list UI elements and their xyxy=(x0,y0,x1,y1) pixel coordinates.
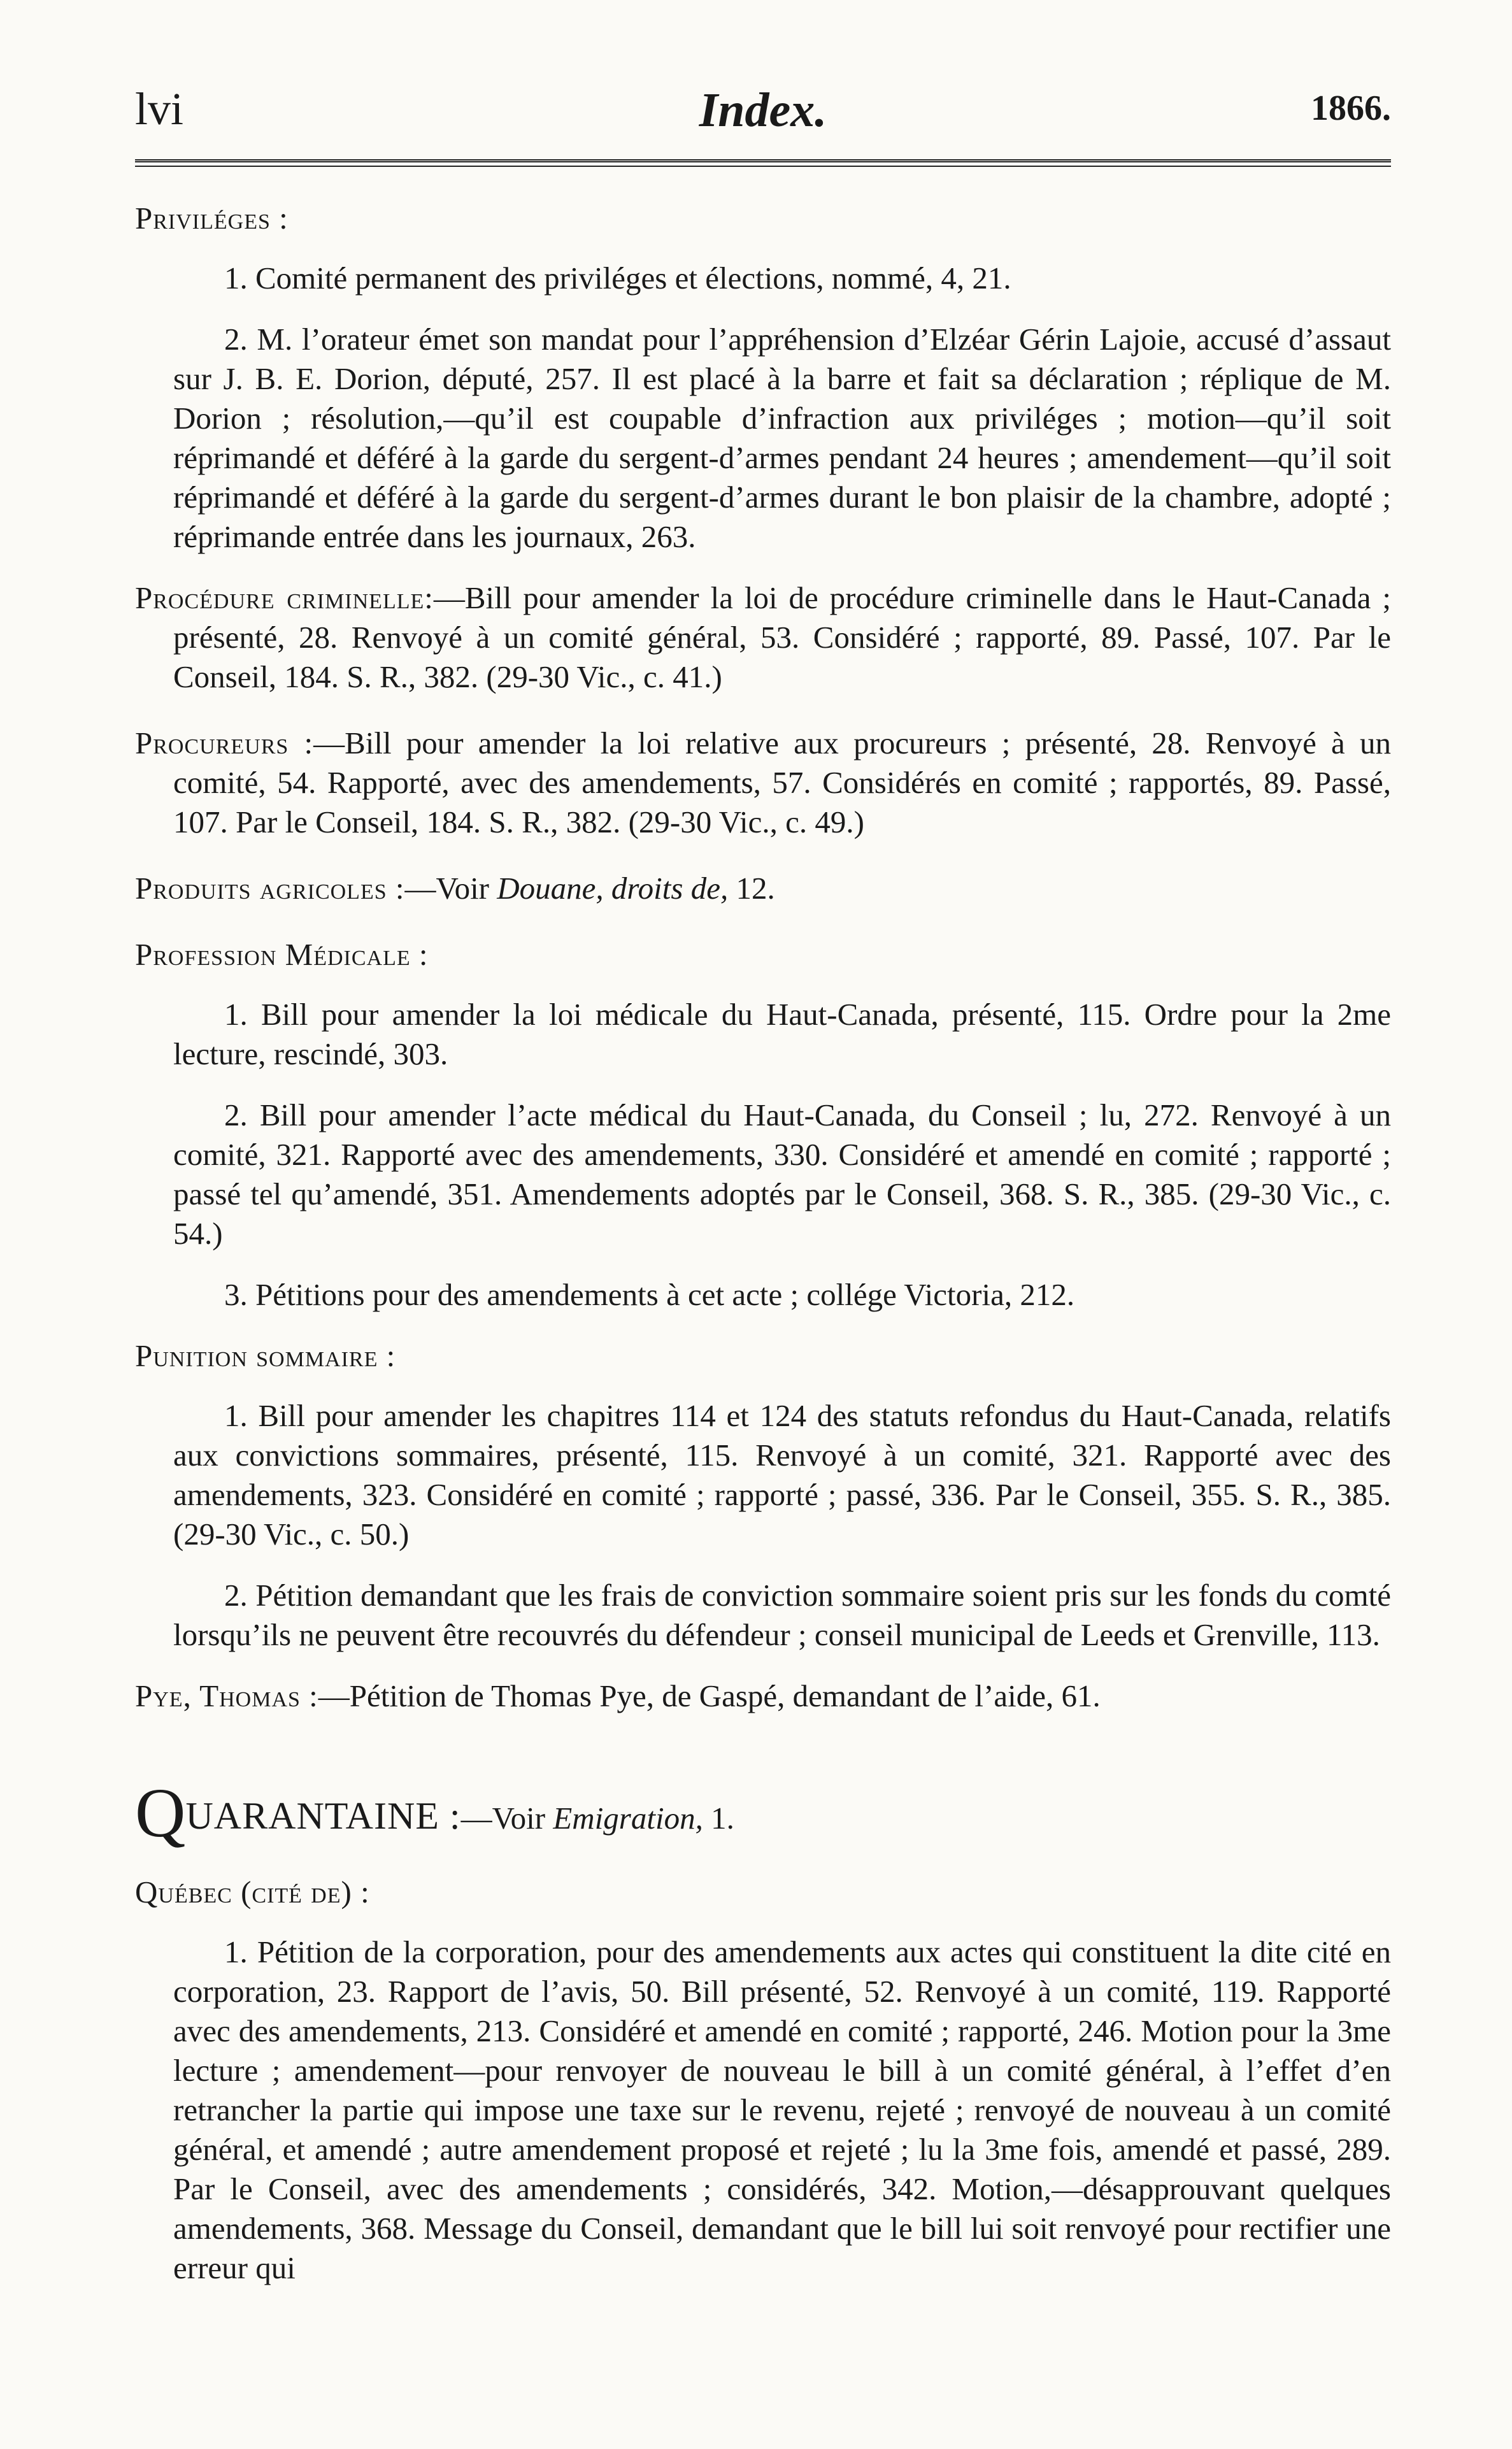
entry-text: —Bill pour amender la loi de procédure criminelle dans le Haut-Canada ; présenté, 28. Renvoyé à un comité général, 53. Considéré ; rapporté, 89. Passé, 107. Par le Conseil, 184. S. R., 382. (29-30 Vic., c. 41.) xyxy=(173,580,1391,694)
cross-reference: Douane, droits de, xyxy=(497,871,729,906)
heading-quebec: Québec (cité de) : xyxy=(135,1874,370,1910)
heading-privileges: Priviléges : xyxy=(135,201,289,236)
entry-label: Pye, Thomas : xyxy=(135,1678,318,1713)
profession-item-3: 3. Pétitions pour des amendements à cet acte ; collége Victoria, 212. xyxy=(224,1277,1075,1312)
header-year: 1866. xyxy=(1311,89,1391,128)
entry-quarantaine: QUARANTAINE :—Voir Emigration, 1. xyxy=(135,1774,734,1852)
cross-reference: Emigration, xyxy=(553,1801,703,1836)
entry-text: —Pétition de Thomas Pye, de Gaspé, demandant de l’aide, 61. xyxy=(318,1678,1101,1713)
entry-procureurs xyxy=(135,724,1391,842)
entry-procedure-criminelle xyxy=(135,578,1391,697)
profession-item-2: 2. Bill pour amender l’acte médical du Haut-Canada, du Conseil ; lu, 272. Renvoyé à un comité, 321. Rapporté avec des amendements, 330. Considéré et amendé en comité ; rapporté ; passé tel qu’amendé, 351. Amendements adoptés par le Conseil, 368. S. R., 385. (29-30 Vic., c. 54.) xyxy=(173,1097,1391,1251)
entry-produits-agricoles: Produits agricoles :—Voir Douane, droits de, 12. xyxy=(135,871,775,906)
punition-item-1: 1. Bill pour amender les chapitres 114 et 124 des statuts refondus du Haut-Canada, relatifs aux convictions sommaires, présenté, 115. Renvoyé à un comité, 321. Rapporté avec des amendements, 323. Considéré en comité ; rapporté ; passé, 336. Par le Conseil, 355. S. R., 385. (29-30 Vic., c. 50.) xyxy=(173,1398,1391,1552)
running-header xyxy=(135,83,1391,159)
header-rule xyxy=(135,159,1391,167)
section-gap xyxy=(135,1743,1391,1787)
entry-label: UARANTAINE : xyxy=(185,1795,461,1837)
index-body xyxy=(135,199,1391,2288)
page-title: Index. xyxy=(699,83,827,137)
page-number: lvi xyxy=(135,83,184,134)
entry-label: Procédure criminelle: xyxy=(135,580,434,615)
privileges-item-2: 2. M. l’orateur émet son mandat pour l’appréhension d’Elzéar Gérin Lajoie, accusé d’assaut sur J. B. E. Dorion, député, 257. Il est placé à la barre et fait sa déclaration ; réplique de M. Dorion ; résolution,—qu’il est coupable d’infraction aux priviléges ; motion—qu’il soit réprimandé et déféré à la garde du sergent-d’armes pendant 24 heures ; amendement—qu’il soit réprimandé et déféré à la garde du sergent-d’armes durant le bon plaisir de la chambre, adopté ; réprimande entrée dans les journaux, 263. xyxy=(173,322,1391,554)
profession-item-1: 1. Bill pour amender la loi médicale du Haut-Canada, présenté, 115. Ordre pour la 2me lecture, rescindé, 303. xyxy=(173,997,1391,1071)
privileges-item-1: 1. Comité permanent des priviléges et élections, nommé, 4, 21. xyxy=(224,261,1011,296)
quebec-item-1: 1. Pétition de la corporation, pour des amendements aux actes qui constituent la dite cité en corporation, 23. Rapport de l’avis, 50. Bill présenté, 52. Renvoyé à un comité, 119. Rapporté avec des amendements, 213. Considéré et amendé en comité ; rapporté, 246. Motion pour la 3me lecture ; amendement—pour renvoyer de nouveau le bill à un comité général, à l’effet d’en retrancher la partie qui impose une taxe sur le revenu, rejeté ; renvoyé de nouveau à un comité général, et amendé ; autre amendement proposé et rejeté ; lu la 3me fois, amendé et passé, 289. Par le Conseil, avec des amendements ; considérés, 342. Motion,—désapprouvant quelques amendements, 368. Message du Conseil, demandant que le bill lui soit renvoyé pour rectifier une erreur qui xyxy=(173,1934,1391,2285)
drop-capital: Q xyxy=(135,1774,186,1852)
punition-item-2: 2. Pétition demandant que les frais de conviction sommaire soient pris sur les fonds du comté lorsqu’ils ne peuvent être recouvrés du défendeur ; conseil municipal de Leeds et Grenville, 113. xyxy=(173,1578,1391,1652)
heading-punition-sommaire: Punition sommaire : xyxy=(135,1338,396,1373)
entry-label: Procureurs : xyxy=(135,725,314,760)
entry-label: Produits agricoles : xyxy=(135,871,405,906)
entry-text: —Bill pour amender la loi relative aux procureurs ; présenté, 28. Renvoyé à un comité, 54. Rapporté, avec des amendements, 57. Considérés en comité ; rapportés, 89. Passé, 107. Par le Conseil, 184. S. R., 382. (29-30 Vic., c. 49.) xyxy=(173,725,1391,839)
heading-profession-medicale: Profession Médicale : xyxy=(135,937,429,972)
entry-pye-thomas xyxy=(135,1676,1391,1716)
